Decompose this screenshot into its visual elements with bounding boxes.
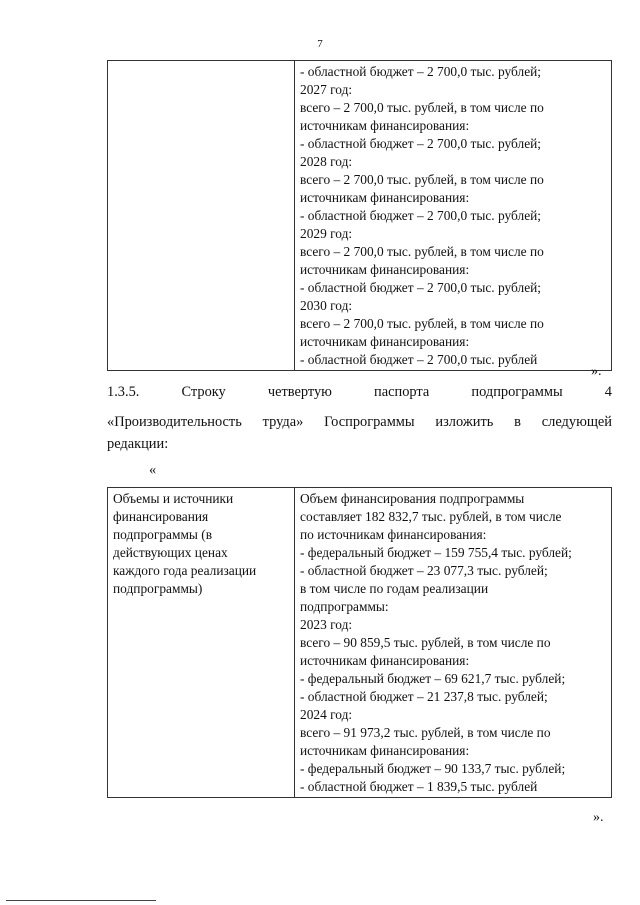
table-row bbox=[108, 488, 612, 798]
cell-line: действующих ценах bbox=[113, 545, 228, 560]
passport-table-financing bbox=[107, 487, 612, 798]
cell-line: всего – 2 700,0 тыс. рублей, в том числе по bbox=[300, 100, 544, 115]
cell-line: в том числе по годам реализации bbox=[300, 581, 489, 596]
paragraph-line: 1.3.5. Строку четвертую паспорта подпрограммы 4 bbox=[107, 384, 612, 400]
paragraph-line: «Производительность труда» Госпрограммы изложить в следующей bbox=[107, 414, 612, 430]
cell-line: - областной бюджет – 21 237,8 тыс. рублей; bbox=[300, 689, 548, 704]
cell-line: источникам финансирования: bbox=[300, 743, 470, 758]
cell-line: 2023 год: bbox=[300, 617, 353, 632]
page-number: 7 bbox=[317, 38, 323, 50]
cell-line: составляет 182 832,7 тыс. рублей, в том числе bbox=[300, 509, 562, 524]
cell-line: 2027 год: bbox=[300, 82, 353, 97]
table-row bbox=[108, 61, 612, 371]
cell-line: - областной бюджет – 2 700,0 тыс. рублей; bbox=[300, 280, 542, 295]
cell-line: источникам финансирования: bbox=[300, 262, 470, 277]
cell-line: всего – 2 700,0 тыс. рублей, в том числе по bbox=[300, 244, 544, 259]
cell-line: - федеральный бюджет – 90 133,7 тыс. рублей; bbox=[300, 761, 566, 776]
cell-line: Объем финансирования подпрограммы bbox=[300, 491, 525, 506]
cell-line: подпрограммы (в bbox=[113, 527, 213, 542]
cell-line: - федеральный бюджет – 159 755,4 тыс. рублей; bbox=[300, 545, 572, 560]
cell-line: - областной бюджет – 2 700,0 тыс. рублей; bbox=[300, 136, 542, 151]
cell-line: 2024 год: bbox=[300, 707, 353, 722]
cell-line: Объемы и источники bbox=[113, 491, 234, 506]
cell-line: всего – 2 700,0 тыс. рублей, в том числе по bbox=[300, 172, 544, 187]
cell-line: источникам финансирования: bbox=[300, 653, 470, 668]
table-cell-financing-years bbox=[295, 61, 612, 371]
cell-line: подпрограммы) bbox=[113, 581, 203, 596]
cell-line: - областной бюджет – 23 077,3 тыс. рублей; bbox=[300, 563, 548, 578]
cell-line: источникам финансирования: bbox=[300, 190, 470, 205]
cell-line: всего – 91 973,2 тыс. рублей, в том числе по bbox=[300, 725, 551, 740]
cell-line: 2028 год: bbox=[300, 154, 353, 169]
cell-line: - областной бюджет – 2 700,0 тыс. рублей; bbox=[300, 64, 542, 79]
cell-line: источникам финансирования: bbox=[300, 334, 470, 349]
cell-line: по источникам финансирования: bbox=[300, 527, 487, 542]
cell-line: - федеральный бюджет – 69 621,7 тыс. рублей; bbox=[300, 671, 566, 686]
cell-line: 2030 год: bbox=[300, 298, 353, 313]
cell-line: - областной бюджет – 2 700,0 тыс. рублей bbox=[300, 352, 538, 367]
cell-line: подпрограммы: bbox=[300, 599, 389, 614]
cell-line: каждого года реализации bbox=[113, 563, 257, 578]
footnote-rule bbox=[6, 900, 156, 901]
cell-line: - областной бюджет – 2 700,0 тыс. рублей; bbox=[300, 208, 542, 223]
closing-quote-mark: ». bbox=[593, 810, 604, 825]
paragraph-line: редакции: bbox=[107, 436, 169, 452]
cell-line: источникам финансирования: bbox=[300, 118, 470, 133]
cell-line: всего – 90 859,5 тыс. рублей, в том числе по bbox=[300, 635, 551, 650]
table-cell-label bbox=[108, 488, 295, 798]
table-cell-label-empty bbox=[108, 61, 295, 371]
cell-line: 2029 год: bbox=[300, 226, 353, 241]
passport-table-continuation bbox=[107, 60, 612, 371]
cell-line: - областной бюджет – 1 839,5 тыс. рублей bbox=[300, 779, 538, 794]
cell-line: финансирования bbox=[113, 509, 209, 524]
opening-quote-mark: « bbox=[149, 462, 157, 478]
table-cell-financing-details bbox=[295, 488, 612, 798]
closing-quote-mark: ». bbox=[591, 364, 602, 379]
cell-line: всего – 2 700,0 тыс. рублей, в том числе по bbox=[300, 316, 544, 331]
